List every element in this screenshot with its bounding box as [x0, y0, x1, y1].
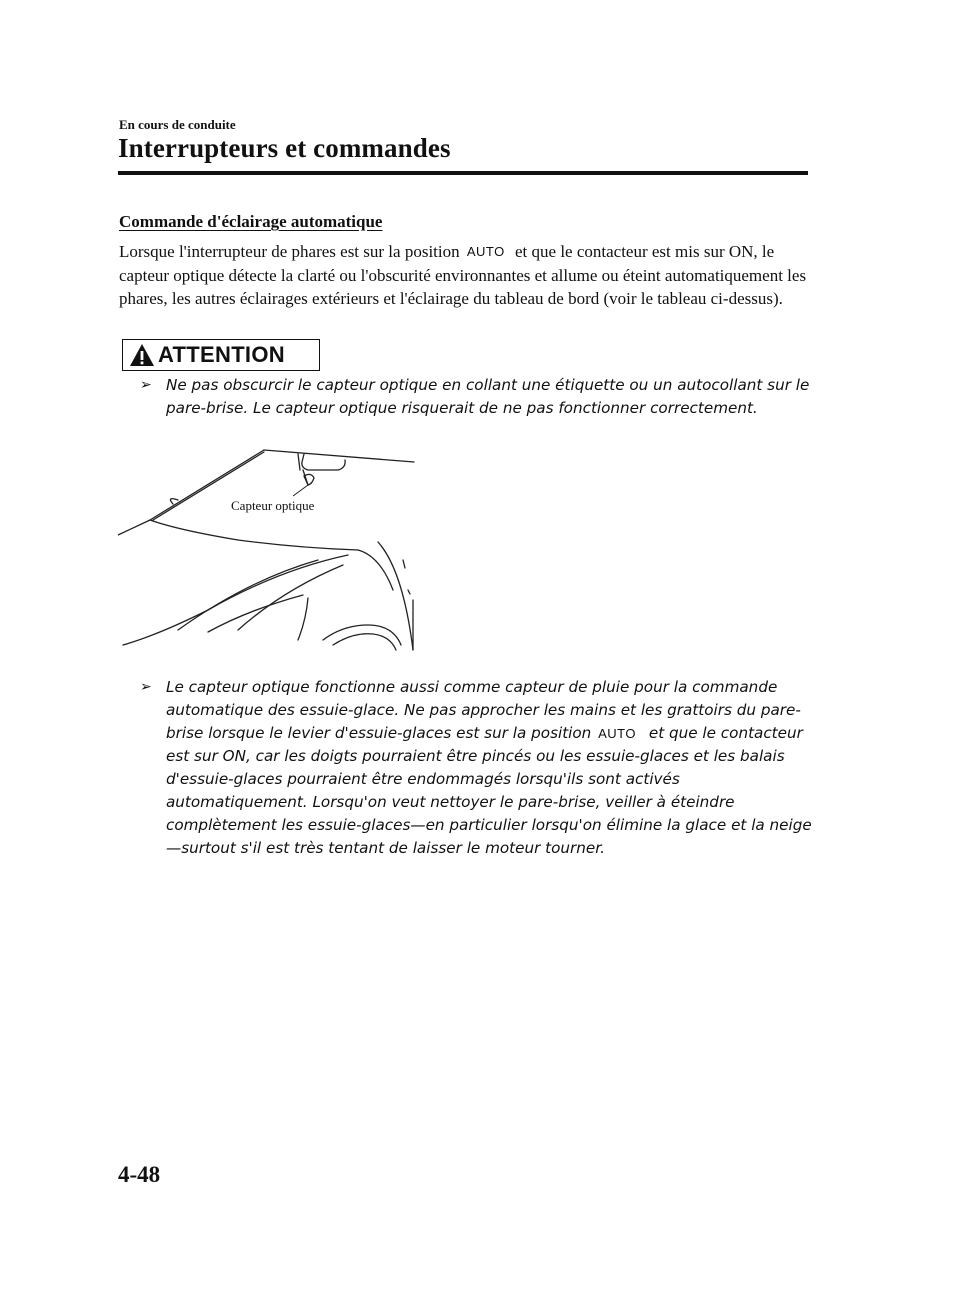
attention-item-text-before: Le capteur optique fonctionne aussi comme capteur de pluie pour la commande automatique des essuie-glace. Ne pas approcher les mains et les grattoirs du pare-brise lorsque le levier d'essuie-glaces est sur la position — [166, 678, 801, 742]
attention-box — [122, 339, 320, 371]
paragraph-text-after: et que le contacteur est mis sur ON, le capteur optique détecte la clarté ou l'obscurité environnantes et allume ou éteint automatiquement les phares, les autres éclairages extérieurs et l'éclairage du tableau de bord (voir le tableau ci-dessus). — [119, 242, 807, 308]
attention-label: ATTENTION — [158, 342, 285, 367]
page-title: Interrupteurs et commandes — [118, 133, 451, 163]
attention-item — [140, 676, 820, 860]
illustration-caption: Capteur optique — [231, 498, 315, 513]
attention-item-text: Ne pas obscurcir le capteur optique en collant une étiquette ou un autocollant sur le pare-brise. Le capteur optique risquerait de ne pas fonctionner correctement. — [166, 376, 810, 417]
warning-triangle-icon — [129, 343, 155, 367]
windshield-illustration — [118, 440, 418, 655]
auto-position-symbol: AUTO — [598, 726, 637, 741]
arrow-bullet-icon: ➢ — [140, 679, 152, 695]
section-heading: Commande d'éclairage automatique — [119, 212, 383, 231]
attention-item — [140, 374, 820, 420]
section-label: En cours de conduite — [119, 117, 236, 132]
attention-list-continued — [140, 676, 820, 860]
arrow-bullet-icon: ➢ — [140, 377, 152, 393]
attention-item-text-after: et que le contacteur est sur ON, car les doigts pourraient être pincés ou les essuie-glaces et les balais d'essuie-glaces pourraient être endommagés lorsqu'ils sont activés automatiquement. Lorsqu'on veut nettoyer le pare-brise, veiller à éteindre complètement les essuie-glaces—en particulier lorsqu'on élimine la glace et la neige—surtout s'il est très tentant de laisser le moteur tourner. — [166, 724, 812, 857]
auto-position-symbol: AUTO — [466, 244, 505, 259]
title-rule — [118, 171, 808, 175]
attention-list — [140, 374, 820, 420]
paragraph-text-before: Lorsque l'interrupteur de phares est sur la position — [119, 242, 460, 261]
body-paragraph — [119, 240, 809, 310]
page-number: 4-48 — [118, 1162, 161, 1187]
